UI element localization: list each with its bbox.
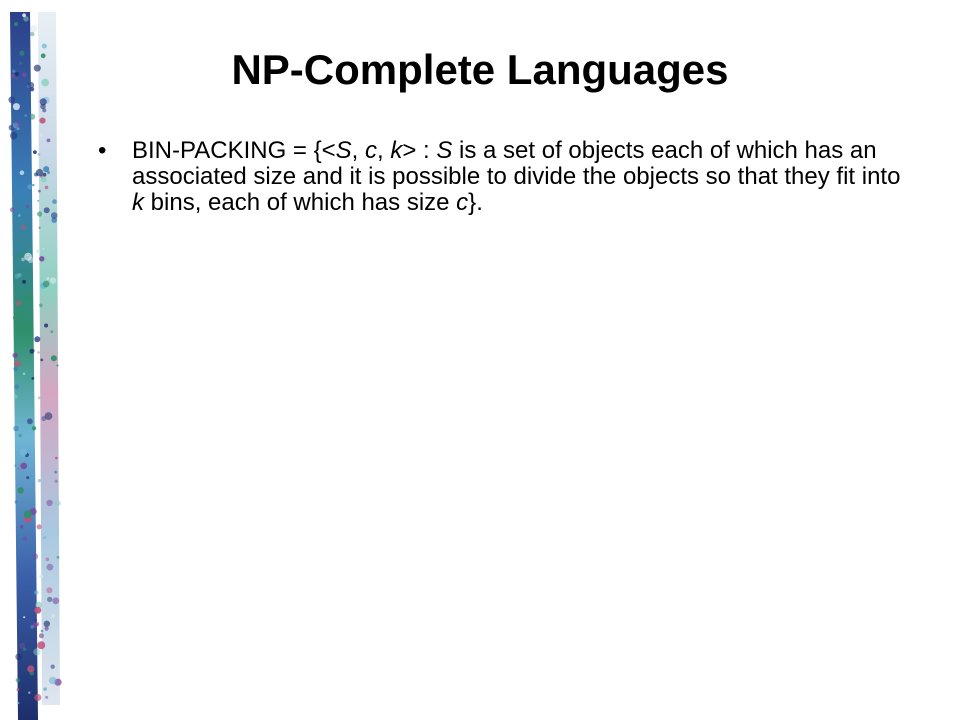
strip-pattern-dot — [27, 418, 33, 424]
slide-body — [98, 138, 908, 216]
strip-pattern-dot — [37, 351, 40, 354]
strip-pattern-dot — [14, 384, 19, 389]
strip-pattern-dot — [33, 648, 40, 655]
strip-pattern-dot — [51, 665, 55, 669]
strip-pattern-dot — [57, 556, 60, 559]
bullet-italic-run: c — [456, 189, 469, 216]
strip-pattern-dot — [16, 678, 21, 683]
strip-pattern-dot — [40, 104, 46, 110]
strip-pattern-dot — [10, 207, 15, 212]
strip-pattern-dot — [21, 225, 26, 230]
strip-pattern-dot — [45, 696, 48, 699]
strip-pattern-dot — [53, 113, 55, 115]
strip-pattern-dot — [23, 616, 25, 618]
bullet-text-run: }. — [468, 189, 483, 216]
strip-pattern-dot — [15, 500, 18, 503]
artwork-strip — [0, 0, 70, 720]
strip-pattern-dot — [37, 200, 39, 202]
strip-pattern-dot — [14, 121, 21, 128]
strip-pattern-dot — [39, 118, 45, 124]
strip-pattern-dot — [20, 170, 25, 175]
strip-pattern-dot — [14, 22, 18, 26]
strip-pattern-dot — [45, 412, 53, 420]
strip-pattern-dot — [48, 285, 51, 288]
strip-pattern-dot — [55, 480, 58, 483]
strip-pattern-dot — [15, 653, 22, 660]
strip-pattern-dot — [38, 397, 41, 400]
strip-pattern-dot — [46, 557, 50, 561]
strip-pattern-dot — [41, 630, 44, 633]
bullet-italic-run: S — [335, 137, 352, 164]
strip-pattern-dot — [50, 277, 56, 283]
strip-pattern-dot — [13, 426, 19, 432]
strip-pattern-dot — [20, 254, 24, 258]
strip-pattern-dot — [30, 349, 35, 354]
strip-pattern-dot — [38, 190, 41, 193]
strip-pattern-dot — [30, 625, 33, 628]
strip-pattern-dot — [36, 169, 43, 176]
strip-pattern-dot — [46, 277, 49, 280]
artwork-strip-graphic — [0, 0, 70, 720]
strip-pattern-dot — [44, 324, 48, 328]
strip-pattern-dot — [57, 365, 59, 367]
strip-pattern-dot — [20, 463, 27, 470]
bullet-text-run: > : — [402, 137, 437, 164]
strip-pattern-dot — [51, 614, 55, 618]
strip-pattern-dot — [16, 301, 21, 306]
strip-pattern-dot — [42, 248, 44, 250]
strip-pattern-dot — [51, 330, 54, 333]
strip-pattern-dot — [24, 510, 32, 518]
strip-pattern-dot — [42, 108, 46, 112]
strip-pattern-dot — [39, 304, 43, 308]
strip-pattern-dot — [19, 663, 23, 667]
strip-pattern-dot — [14, 246, 20, 252]
strip-pattern-dot — [22, 280, 26, 284]
strip-pattern-dot — [26, 205, 29, 208]
strip-pattern-dot — [41, 177, 47, 183]
bullet-text-run: , — [351, 137, 365, 164]
strip-pattern-dot — [17, 688, 20, 691]
strip-pattern-dot — [14, 465, 16, 467]
strip-pattern-dot — [26, 476, 29, 479]
strip-pattern-dot — [54, 319, 57, 322]
strip-pattern-dot — [35, 619, 37, 621]
strip-pattern-dot — [43, 536, 46, 539]
strip-pattern-dot — [34, 694, 41, 701]
strip-pattern-dot — [25, 114, 28, 117]
strip-pattern-dot — [38, 479, 41, 482]
strip-pattern-dot — [21, 258, 25, 262]
strip-pattern-dot — [23, 373, 26, 376]
bullet-text — [132, 138, 908, 216]
bullet-italic-run: k — [132, 189, 144, 216]
strip-pattern-dot — [40, 359, 43, 362]
strip-pattern-dot — [45, 627, 49, 631]
strip-pattern-dot — [30, 32, 35, 37]
strip-pattern-dot — [17, 487, 23, 493]
strip-pattern-dot — [49, 677, 57, 685]
strip-pattern-dot — [46, 500, 52, 506]
bullet-italic-run: c — [364, 137, 377, 164]
strip-pattern-dot — [51, 355, 57, 361]
strip-pattern-dot — [8, 96, 15, 103]
strip-pattern-dot — [37, 524, 42, 529]
strip-pattern-dot — [51, 212, 58, 219]
strip-pattern-dot — [18, 434, 22, 438]
bullet-marker: • — [98, 137, 107, 164]
strip-pattern-dot — [46, 587, 52, 593]
strip-pattern-dot — [29, 114, 35, 120]
strip-pattern-dot — [34, 607, 41, 614]
strip-pattern-dot — [28, 257, 34, 263]
strip-pattern-dot — [19, 643, 25, 649]
strip-pattern-dot — [32, 553, 38, 559]
strip-pattern-dot — [36, 249, 40, 253]
strip-pattern-dot — [55, 500, 61, 506]
strip-pattern-dot — [38, 227, 40, 229]
strip-pattern-dot — [23, 537, 27, 541]
strip-pattern-dot — [32, 426, 36, 430]
strip-pattern-dot — [18, 273, 22, 277]
strip-pattern-dot — [39, 133, 43, 137]
strip-pattern-dot — [19, 448, 27, 456]
strip-pattern-dot — [47, 597, 52, 602]
strip-pattern-dot — [33, 150, 37, 154]
bullet-text-run: BIN-PACKING = {< — [132, 137, 336, 164]
strip-pattern-dot — [14, 395, 18, 399]
strip-pattern-dot — [13, 103, 20, 110]
strip-pattern-dot — [13, 367, 17, 371]
bullet-text-run: bins, each of which has size — [144, 189, 457, 216]
strip-pattern-dot — [32, 184, 34, 186]
strip-pattern-dot — [47, 564, 54, 571]
strip-pattern-dot — [39, 633, 44, 638]
strip-pattern-dot — [34, 336, 40, 342]
strip-pattern-dot — [22, 13, 26, 17]
strip-pattern-dot — [52, 199, 57, 204]
strip-pattern-dot — [10, 132, 18, 140]
strip-pattern-dot — [20, 525, 24, 529]
strip-pattern-dot — [17, 702, 19, 704]
strip-pattern-dot — [44, 621, 50, 627]
strip-pattern-dot — [18, 214, 21, 217]
bullet-item — [98, 138, 908, 216]
strip-pattern-dot — [27, 184, 32, 189]
strip-pattern-dot — [44, 207, 50, 213]
strip-pattern-dot — [24, 295, 31, 302]
strip-pattern-dot — [37, 211, 42, 216]
strip-pattern-dot — [52, 597, 59, 604]
strip-pattern-dot — [39, 574, 43, 578]
bullet-text-run: is a set of objects each of which has an associated size and it is possible to divide the objects so that they fit into — [132, 137, 901, 190]
strip-pattern-dot — [47, 139, 51, 143]
strip-pattern-dot — [27, 665, 34, 672]
strip-pattern-dot — [18, 468, 20, 470]
strip-pattern-dot — [31, 377, 34, 380]
strip-pattern-dot — [43, 166, 49, 172]
strip-pattern-dot — [45, 186, 49, 190]
strip-pattern-dot — [38, 153, 41, 156]
strip-pattern-dot — [37, 641, 45, 649]
strip-pattern-dot — [39, 256, 44, 261]
strip-pattern-dot — [34, 590, 39, 595]
slide-title: NP-Complete Languages — [231, 46, 729, 93]
bullet-italic-run: k — [390, 137, 403, 164]
strip-pattern-dot — [28, 692, 30, 694]
strip-pattern-dot — [43, 173, 47, 177]
strip-pattern-dot — [55, 457, 58, 460]
strip-pattern-dot — [54, 471, 57, 474]
strip-pattern-dot — [14, 360, 21, 367]
strip-pattern-dot — [13, 314, 21, 322]
strip-pattern-dot — [43, 687, 46, 690]
strip-pattern-dot — [13, 353, 18, 358]
bullet-text-run: , — [376, 137, 391, 164]
bullet-italic-run: S — [436, 137, 453, 164]
strip-pattern-dot — [30, 25, 37, 32]
